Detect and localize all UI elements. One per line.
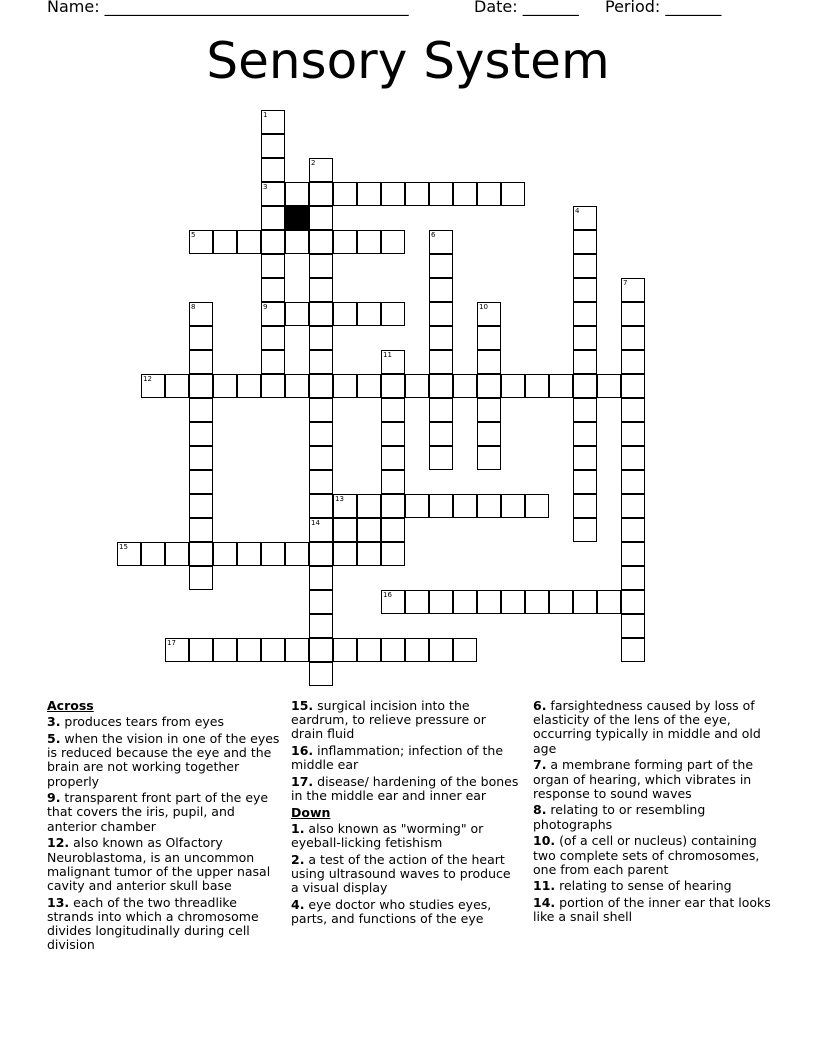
grid-cell[interactable]: [621, 302, 645, 326]
grid-cell[interactable]: [117, 542, 141, 566]
grid-cell[interactable]: [309, 374, 333, 398]
grid-cell[interactable]: [573, 350, 597, 374]
clue-number: 11: [383, 351, 392, 359]
clue-number-label: 8.: [533, 802, 547, 818]
grid-cell[interactable]: [237, 638, 261, 662]
clue-item: [291, 775, 521, 803]
clue-text: surgical incision into the eardrum, to relieve pressure or drain fluid: [291, 698, 486, 742]
grid-cell[interactable]: [309, 638, 333, 662]
grid-cell[interactable]: [309, 422, 333, 446]
grid-cell[interactable]: [189, 494, 213, 518]
grid-cell[interactable]: [429, 422, 453, 446]
grid-cell[interactable]: [333, 638, 357, 662]
grid-cell[interactable]: [453, 374, 477, 398]
grid-cell[interactable]: [261, 134, 285, 158]
clue-number-label: 13.: [47, 894, 70, 910]
grid-cell[interactable]: [573, 278, 597, 302]
clue-item: [47, 715, 282, 729]
grid-cell[interactable]: [189, 374, 213, 398]
grid-cell[interactable]: [333, 302, 357, 326]
grid-cell[interactable]: [429, 230, 453, 254]
grid-cell[interactable]: [621, 566, 645, 590]
grid-cell[interactable]: [357, 494, 381, 518]
grid-cell[interactable]: [429, 446, 453, 470]
grid-cell[interactable]: [477, 182, 501, 206]
clue-text: also known as "worming" or eyeball-licking fetishism: [291, 821, 484, 851]
grid-cell[interactable]: [141, 374, 165, 398]
grid-cell-blocked: [285, 206, 309, 230]
across-clue-list-continued: [291, 699, 521, 803]
grid-cell[interactable]: [381, 542, 405, 566]
clue-number-label: 2.: [291, 852, 305, 868]
date-field-label: Date: _______: [474, 0, 579, 16]
clue-number: 16: [383, 591, 392, 599]
clue-item: [291, 853, 521, 896]
clue-text: each of the two threadlike strands into which a chromosome divides longitudinally during cell division: [47, 894, 259, 953]
clue-number-label: 9.: [47, 790, 61, 806]
grid-cell[interactable]: [381, 398, 405, 422]
grid-cell[interactable]: [261, 206, 285, 230]
grid-cell[interactable]: [189, 638, 213, 662]
clue-text: inflammation; infection of the middle ear: [291, 743, 504, 773]
clue-number-label: 3.: [47, 714, 61, 730]
clue-text: transparent front part of the eye that covers the iris, pupil, and anterior chamber: [47, 790, 269, 834]
grid-cell[interactable]: [285, 374, 309, 398]
grid-cell[interactable]: [237, 542, 261, 566]
grid-cell[interactable]: [213, 230, 237, 254]
grid-cell[interactable]: [573, 398, 597, 422]
clue-number-label: 12.: [47, 835, 70, 851]
grid-cell[interactable]: [501, 182, 525, 206]
grid-cell[interactable]: [573, 254, 597, 278]
grid-cell[interactable]: [621, 542, 645, 566]
grid-cell[interactable]: [285, 230, 309, 254]
grid-cell[interactable]: [189, 302, 213, 326]
grid-cell[interactable]: [477, 494, 501, 518]
across-clue-list: [47, 715, 282, 952]
grid-cell[interactable]: [189, 398, 213, 422]
grid-cell[interactable]: [429, 590, 453, 614]
clue-item: [533, 879, 773, 893]
grid-cell[interactable]: [381, 230, 405, 254]
grid-cell[interactable]: [429, 302, 453, 326]
grid-cell[interactable]: [621, 614, 645, 638]
grid-cell[interactable]: [261, 374, 285, 398]
grid-cell[interactable]: [261, 350, 285, 374]
grid-cell[interactable]: [621, 638, 645, 662]
grid-cell[interactable]: [213, 374, 237, 398]
clue-item: [291, 898, 521, 926]
grid-cell[interactable]: [477, 350, 501, 374]
grid-cell[interactable]: [573, 446, 597, 470]
grid-cell[interactable]: [429, 398, 453, 422]
grid-cell[interactable]: [309, 278, 333, 302]
grid-cell[interactable]: [357, 182, 381, 206]
grid-cell[interactable]: [381, 494, 405, 518]
grid-cell[interactable]: [429, 182, 453, 206]
grid-cell[interactable]: [429, 350, 453, 374]
grid-cell[interactable]: [309, 614, 333, 638]
grid-cell[interactable]: [165, 374, 189, 398]
clue-item: [47, 732, 282, 789]
grid-cell[interactable]: [621, 470, 645, 494]
grid-cell[interactable]: [477, 326, 501, 350]
clue-item: [533, 834, 773, 877]
grid-cell[interactable]: [597, 374, 621, 398]
grid-cell[interactable]: [333, 494, 357, 518]
down-clue-list-continued: [533, 699, 773, 925]
grid-cell[interactable]: [309, 470, 333, 494]
clue-number: 12: [143, 375, 152, 383]
grid-cell[interactable]: [477, 398, 501, 422]
clue-number: 15: [119, 543, 128, 551]
clue-number: 7: [623, 279, 628, 287]
grid-cell[interactable]: [405, 182, 429, 206]
grid-cell[interactable]: [261, 302, 285, 326]
clue-number: 2: [311, 159, 316, 167]
clue-number-label: 1.: [291, 821, 305, 837]
clue-number: 9: [263, 303, 268, 311]
grid-cell[interactable]: [309, 566, 333, 590]
clue-number: 1: [263, 111, 268, 119]
grid-cell[interactable]: [621, 374, 645, 398]
grid-cell[interactable]: [621, 278, 645, 302]
grid-cell[interactable]: [261, 278, 285, 302]
across-heading: Across: [47, 698, 94, 713]
grid-cell[interactable]: [333, 518, 357, 542]
grid-cell[interactable]: [165, 542, 189, 566]
grid-cell[interactable]: [261, 110, 285, 134]
clue-number-label: 11.: [533, 878, 556, 894]
grid-cell[interactable]: [309, 350, 333, 374]
clue-item: [533, 803, 773, 831]
grid-cell[interactable]: [429, 374, 453, 398]
clue-item: [533, 699, 773, 756]
grid-cell[interactable]: [429, 326, 453, 350]
grid-cell[interactable]: [141, 542, 165, 566]
grid-cell[interactable]: [573, 422, 597, 446]
grid-cell[interactable]: [549, 590, 573, 614]
grid-cell[interactable]: [189, 446, 213, 470]
grid-cell[interactable]: [573, 302, 597, 326]
grid-cell[interactable]: [621, 422, 645, 446]
clue-number-label: 16.: [291, 743, 314, 759]
grid-cell[interactable]: [309, 494, 333, 518]
grid-cell[interactable]: [405, 494, 429, 518]
grid-cell[interactable]: [477, 422, 501, 446]
grid-cell[interactable]: [381, 470, 405, 494]
grid-cell[interactable]: [573, 590, 597, 614]
grid-cell[interactable]: [429, 254, 453, 278]
grid-cell[interactable]: [261, 326, 285, 350]
grid-cell[interactable]: [621, 518, 645, 542]
grid-cell[interactable]: [453, 590, 477, 614]
grid-cell[interactable]: [309, 518, 333, 542]
clue-text: farsightedness caused by loss of elasticity of the lens of the eye, occurring typically in middle and old age: [533, 698, 761, 756]
grid-cell[interactable]: [381, 182, 405, 206]
grid-cell[interactable]: [237, 230, 261, 254]
grid-cell[interactable]: [621, 398, 645, 422]
grid-cell[interactable]: [573, 326, 597, 350]
grid-cell[interactable]: [309, 590, 333, 614]
grid-cell[interactable]: [357, 518, 381, 542]
grid-cell[interactable]: [309, 206, 333, 230]
grid-cell[interactable]: [405, 374, 429, 398]
grid-cell[interactable]: [189, 230, 213, 254]
grid-cell[interactable]: [357, 638, 381, 662]
grid-cell[interactable]: [525, 590, 549, 614]
clue-item: [291, 744, 521, 772]
grid-cell[interactable]: [381, 422, 405, 446]
grid-cell[interactable]: [621, 494, 645, 518]
grid-cell[interactable]: [405, 590, 429, 614]
grid-cell[interactable]: [285, 542, 309, 566]
page-title: Sensory System: [206, 32, 610, 90]
clue-text: when the vision in one of the eyes is reduced because the eye and the brain are not working together properly: [47, 730, 280, 789]
grid-cell[interactable]: [573, 518, 597, 542]
down-clue-list: [291, 822, 521, 926]
grid-cell[interactable]: [573, 494, 597, 518]
grid-cell[interactable]: [453, 638, 477, 662]
grid-cell[interactable]: [309, 446, 333, 470]
clue-item: [47, 836, 282, 893]
grid-cell[interactable]: [213, 638, 237, 662]
grid-cell[interactable]: [333, 542, 357, 566]
grid-cell[interactable]: [333, 230, 357, 254]
grid-cell[interactable]: [477, 302, 501, 326]
grid-cell[interactable]: [357, 542, 381, 566]
grid-cell[interactable]: [573, 230, 597, 254]
grid-cell[interactable]: [381, 350, 405, 374]
clue-number-label: 17.: [291, 774, 314, 790]
clue-text: produces tears from eyes: [60, 714, 225, 730]
grid-cell[interactable]: [621, 350, 645, 374]
grid-cell[interactable]: [573, 470, 597, 494]
grid-cell[interactable]: [285, 302, 309, 326]
grid-cell[interactable]: [189, 566, 213, 590]
clue-number: 4: [575, 207, 580, 215]
grid-cell[interactable]: [381, 638, 405, 662]
grid-cell[interactable]: [621, 446, 645, 470]
grid-cell[interactable]: [333, 374, 357, 398]
grid-cell[interactable]: [285, 182, 309, 206]
clue-number: 10: [479, 303, 488, 311]
clue-item: [47, 896, 282, 953]
clues-column-2: [291, 699, 521, 929]
grid-cell[interactable]: [381, 590, 405, 614]
grid-cell[interactable]: [261, 638, 285, 662]
clue-text: disease/ hardening of the bones in the middle ear and inner ear: [291, 774, 519, 804]
grid-cell[interactable]: [309, 254, 333, 278]
down-heading: Down: [291, 804, 331, 820]
grid-cell[interactable]: [165, 638, 189, 662]
grid-cell[interactable]: [525, 374, 549, 398]
grid-cell[interactable]: [213, 542, 237, 566]
grid-cell[interactable]: [501, 494, 525, 518]
grid-cell[interactable]: [309, 158, 333, 182]
grid-cell[interactable]: [381, 446, 405, 470]
grid-cell[interactable]: [357, 302, 381, 326]
name-field-label: Name: ______________________________________: [47, 0, 409, 16]
grid-cell[interactable]: [189, 326, 213, 350]
grid-cell[interactable]: [309, 182, 333, 206]
clues-column-3: [533, 699, 773, 927]
grid-cell[interactable]: [309, 662, 333, 686]
grid-cell[interactable]: [309, 230, 333, 254]
grid-cell[interactable]: [573, 374, 597, 398]
grid-cell[interactable]: [189, 422, 213, 446]
clue-number-label: 15.: [291, 698, 314, 713]
grid-cell[interactable]: [453, 494, 477, 518]
clue-number-label: 4.: [291, 897, 305, 913]
clue-number-label: 5.: [47, 730, 61, 746]
grid-cell[interactable]: [525, 494, 549, 518]
clue-number-label: 6.: [533, 698, 547, 713]
clue-number-label: 7.: [533, 757, 547, 773]
grid-cell[interactable]: [189, 542, 213, 566]
grid-cell[interactable]: [285, 638, 309, 662]
clue-number-label: 14.: [533, 895, 556, 911]
clue-number: 6: [431, 231, 436, 239]
grid-cell[interactable]: [261, 158, 285, 182]
grid-cell[interactable]: [357, 374, 381, 398]
clue-number-label: 10.: [533, 833, 556, 849]
grid-cell[interactable]: [477, 374, 501, 398]
clue-number: 8: [191, 303, 196, 311]
clue-text: also known as Olfactory Neuroblastoma, is an uncommon malignant tumor of the upper nasal cavity and anterior skull base: [47, 835, 271, 893]
grid-cell[interactable]: [381, 518, 405, 542]
grid-cell[interactable]: [477, 590, 501, 614]
grid-cell[interactable]: [549, 374, 573, 398]
grid-cell[interactable]: [501, 374, 525, 398]
grid-cell[interactable]: [621, 326, 645, 350]
clue-number: 5: [191, 231, 196, 239]
grid-cell[interactable]: [381, 302, 405, 326]
grid-cell[interactable]: [189, 350, 213, 374]
clue-number: 3: [263, 183, 268, 191]
grid-cell[interactable]: [261, 230, 285, 254]
grid-cell[interactable]: [237, 374, 261, 398]
grid-cell[interactable]: [477, 446, 501, 470]
grid-cell[interactable]: [405, 638, 429, 662]
grid-cell[interactable]: [573, 206, 597, 230]
clue-item: [291, 822, 521, 850]
grid-cell[interactable]: [357, 230, 381, 254]
clue-text: eye doctor who studies eyes, parts, and functions of the eye: [291, 897, 492, 927]
clue-item: [533, 896, 773, 924]
grid-cell[interactable]: [189, 470, 213, 494]
grid-cell[interactable]: [429, 638, 453, 662]
grid-cell[interactable]: [261, 254, 285, 278]
grid-cell[interactable]: [261, 182, 285, 206]
clues-column-1: [47, 699, 282, 955]
grid-cell[interactable]: [309, 302, 333, 326]
clue-number: 14: [311, 519, 320, 527]
clue-item: [533, 758, 773, 801]
grid-cell[interactable]: [309, 326, 333, 350]
grid-cell[interactable]: [309, 542, 333, 566]
grid-cell[interactable]: [429, 278, 453, 302]
grid-cell[interactable]: [189, 518, 213, 542]
clue-text: relating to sense of hearing: [555, 878, 732, 894]
period-field-label: Period: _______: [605, 0, 722, 16]
grid-cell[interactable]: [429, 494, 453, 518]
clue-text: a membrane forming part of the organ of hearing, which vibrates in response to sound waves: [533, 757, 754, 801]
clue-text: a test of the action of the heart using ultrasound waves to produce a visual display: [291, 852, 511, 896]
grid-cell[interactable]: [621, 590, 645, 614]
clue-number: 13: [335, 495, 344, 503]
grid-cell[interactable]: [333, 182, 357, 206]
clue-text: (of a cell or nucleus) containing two complete sets of chromosomes, one from each parent: [533, 833, 760, 877]
grid-cell[interactable]: [597, 590, 621, 614]
grid-cell[interactable]: [453, 182, 477, 206]
grid-cell[interactable]: [309, 398, 333, 422]
clue-item: [47, 791, 282, 834]
grid-cell[interactable]: [501, 590, 525, 614]
clue-text: relating to or resembling photographs: [533, 802, 706, 832]
clue-item: [291, 699, 521, 742]
grid-cell[interactable]: [381, 374, 405, 398]
grid-cell[interactable]: [261, 542, 285, 566]
clue-text: portion of the inner ear that looks like a snail shell: [533, 895, 771, 925]
clue-number: 17: [167, 639, 176, 647]
